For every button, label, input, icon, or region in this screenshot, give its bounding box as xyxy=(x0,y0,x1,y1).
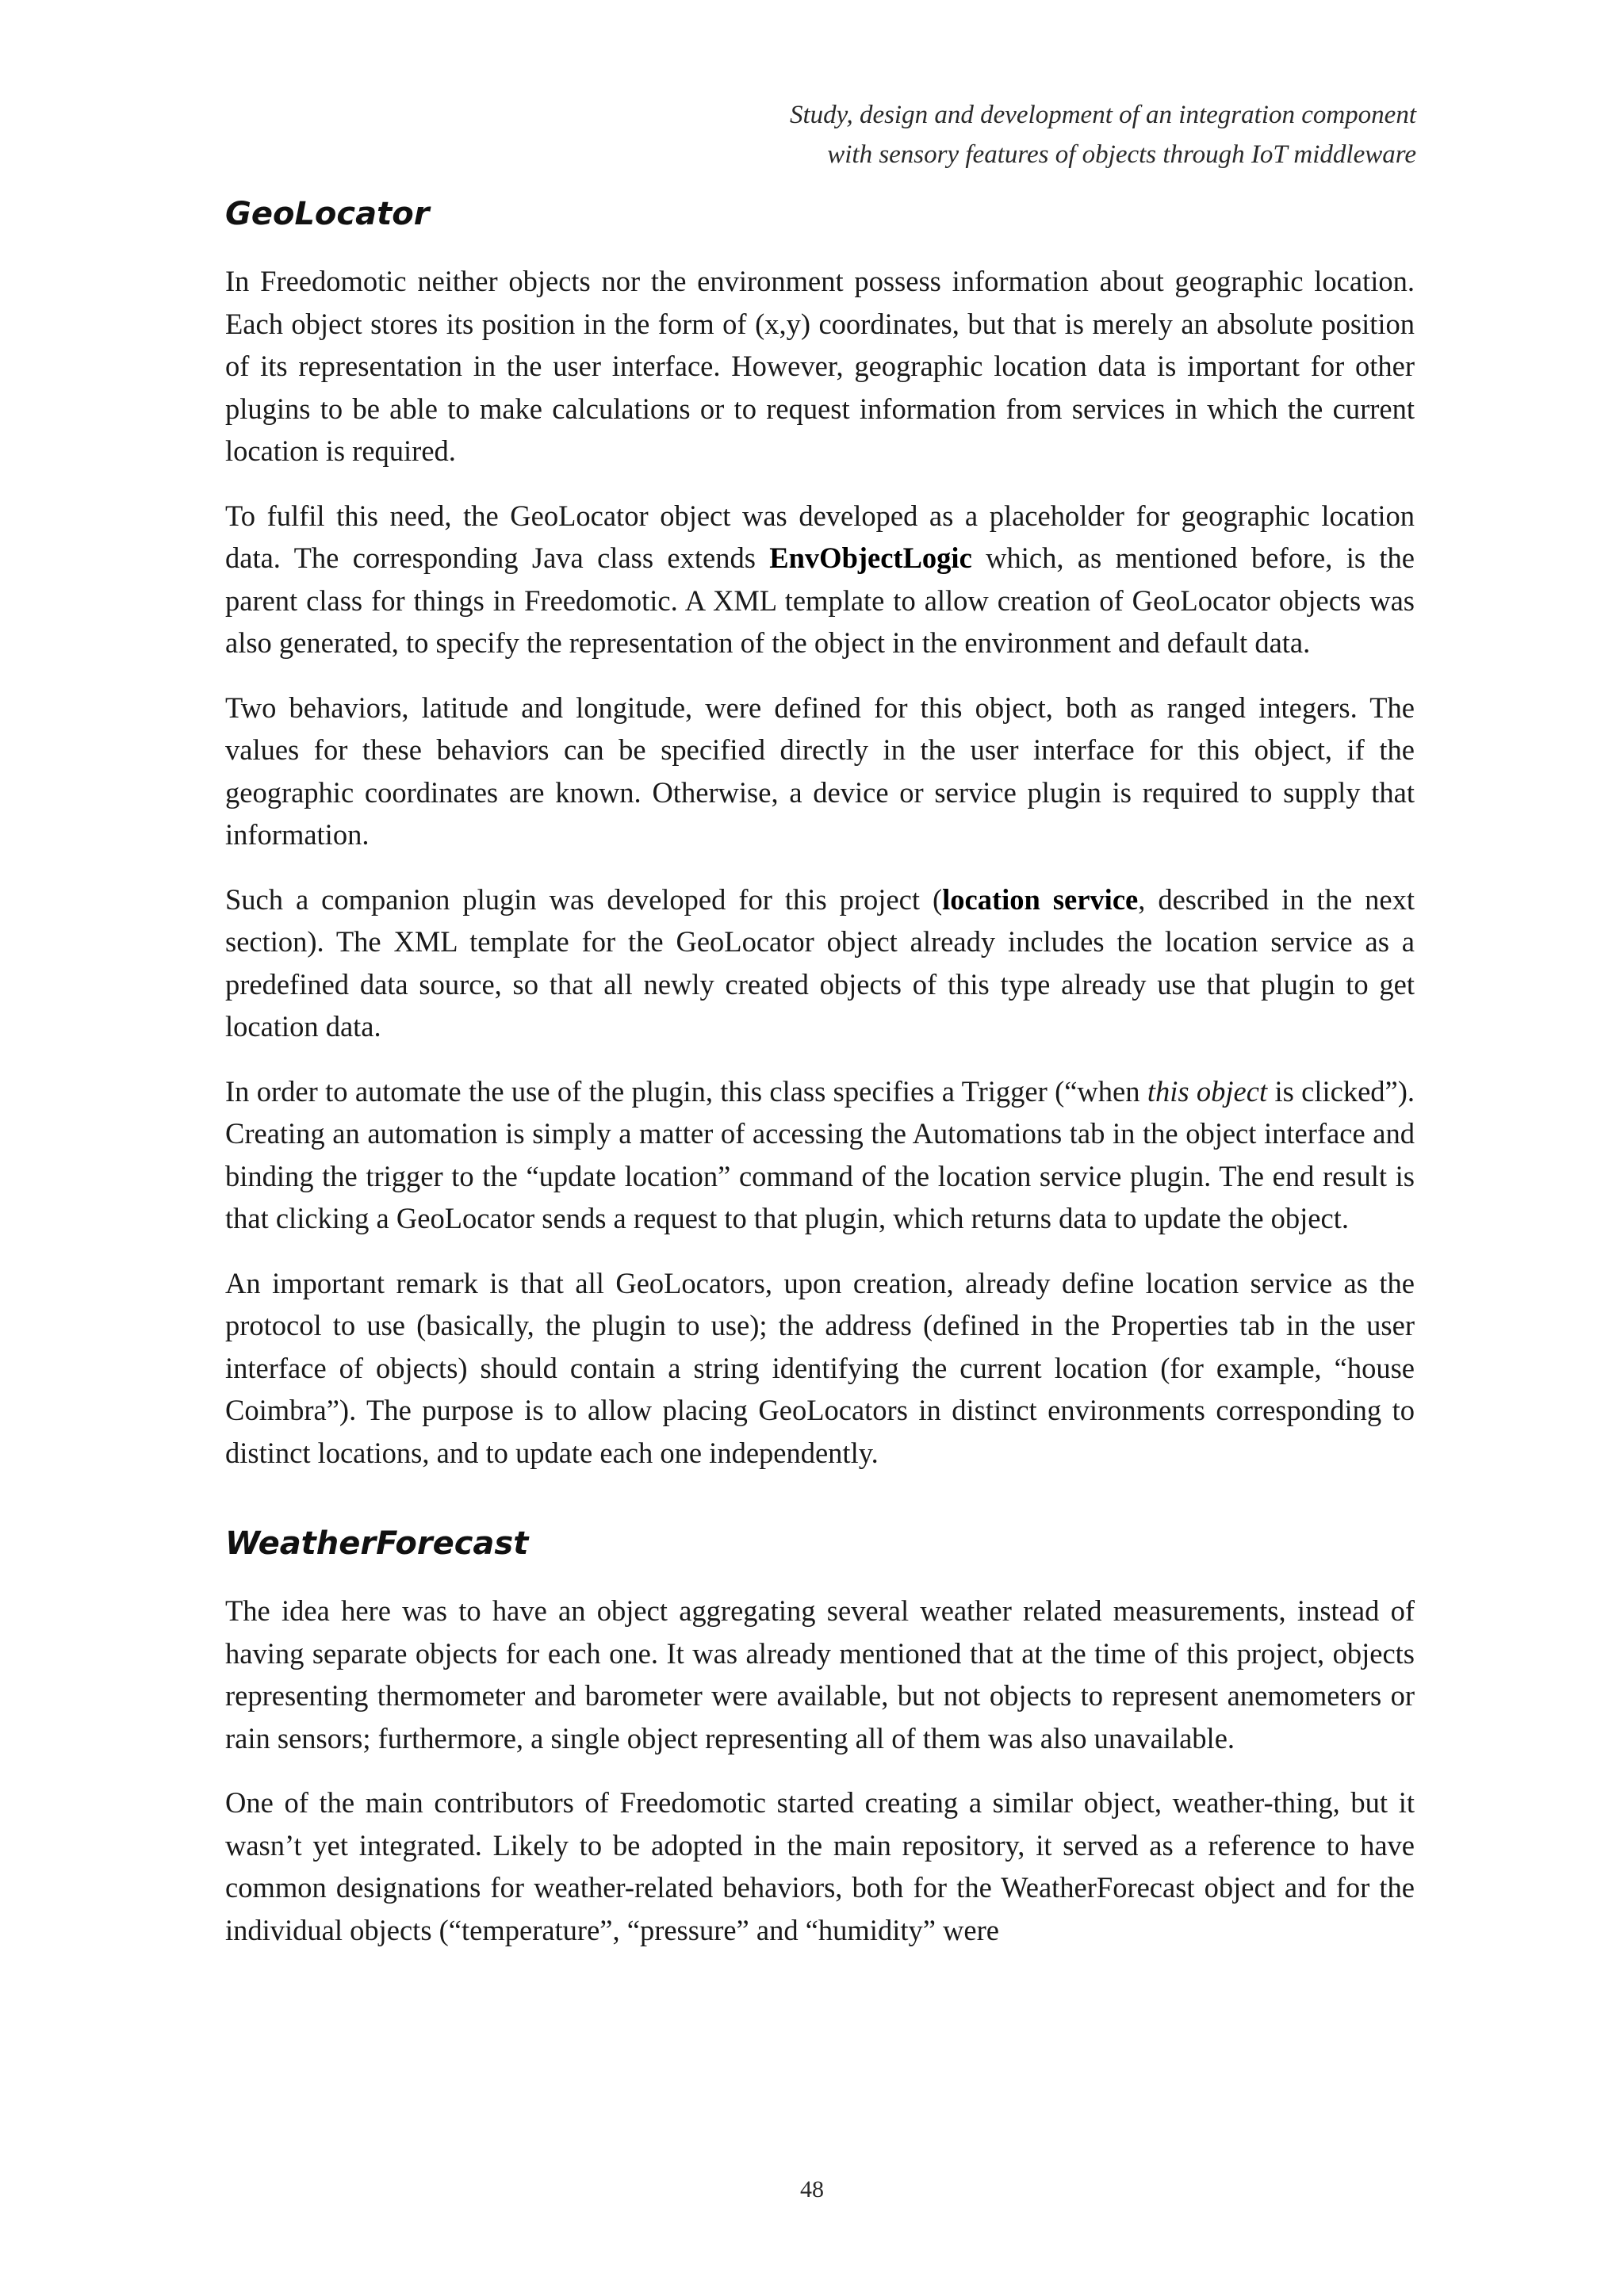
section-heading-weatherforecast: WeatherForecast xyxy=(225,1525,529,1562)
text-run: Such a companion plugin was developed for this project ( xyxy=(225,882,943,916)
text-run: is clicked”). Creating an automation is simply a matter of accessing the Automations tab in the object interface and binding the trigger to the “update location” command of the location service plugin. The end result is that clicking a GeoLocator sends a request to that plugin, which returns data to update the object. xyxy=(225,1074,1415,1234)
page-body xyxy=(225,190,1415,1973)
section-heading-geolocator: GeoLocator xyxy=(225,196,430,232)
page-number: 48 xyxy=(800,2176,824,2202)
paragraph xyxy=(225,1070,1415,1240)
running-header xyxy=(385,95,1416,174)
running-header-line-1: Study, design and development of an integration component xyxy=(789,101,1416,129)
text-run: , described in the next section). The XML template for the GeoLocator object already includes the location service as a predefined data source, so that all newly created objects of this type already use that plugin to get location data. xyxy=(225,882,1415,1043)
paragraph xyxy=(225,495,1415,664)
bold-term-location-service: location service xyxy=(942,882,1139,916)
text-run: In order to automate the use of the plugin, this class specifies a Trigger (“when xyxy=(225,1074,1147,1108)
paragraph: In Freedomotic neither objects nor the environment possess information about geographic location. Each object stores its position in the form of (x,y) coordinates, but that is merely an absolute position of its representation in the user interface. However, geographic location data is important for other plugins to be able to make calculations or to request information from services in which the current location is required. xyxy=(225,265,1415,467)
paragraph: An important remark is that all GeoLocators, upon creation, already define location service as the protocol to use (basically, the plugin to use); the address (defined in the Properties tab in the user interface of objects) should contain a string identifying the current location (for example, “house Coimbra”). The purpose is to allow placing GeoLocators in distinct environments corresponding to distinct locations, and to update each one independently. xyxy=(225,1266,1415,1469)
paragraph: Two behaviors, latitude and longitude, were defined for this object, both as ranged integers. The values for these behaviors can be specified directly in the user interface for this object, if the geographic coordinates are known. Otherwise, a device or service plugin is required to supply that information. xyxy=(225,691,1415,851)
paragraph xyxy=(225,878,1415,1048)
italic-term-this-object: this object xyxy=(1147,1074,1268,1108)
text-run: To fulfil this need, the GeoLocator object was developed as a placeholder for geographic location data. The corresponding Java class extends xyxy=(225,499,1415,574)
bold-term-envobjectlogic: EnvObjectLogic xyxy=(769,541,972,574)
paragraph: The idea here was to have an object aggregating several weather related measurements, instead of having separate objects for each one. It was already mentioned that at the time of this project, objects representing thermometer and barometer were available, but not objects to represent anemometers or rain sensors; furthermore, a single object representing all of them was also unavailable. xyxy=(225,1594,1415,1755)
running-header-line-2: with sensory features of objects through IoT middleware xyxy=(827,140,1416,169)
text-run: which, as mentioned before, is the parent class for things in Freedomotic. A XML template to allow creation of GeoLocator objects was also generated, to specify the representation of the object in the environment and default data. xyxy=(225,541,1415,659)
paragraph: One of the main contributors of Freedomotic started creating a similar object, weather-thing, but it wasn’t yet integrated. Likely to be adopted in the main repository, it served as a reference to have common designations for weather-related behaviors, both for the WeatherForecast object and for the individual objects (“temperature”, “pressure” and “humidity” were xyxy=(225,1786,1415,1946)
